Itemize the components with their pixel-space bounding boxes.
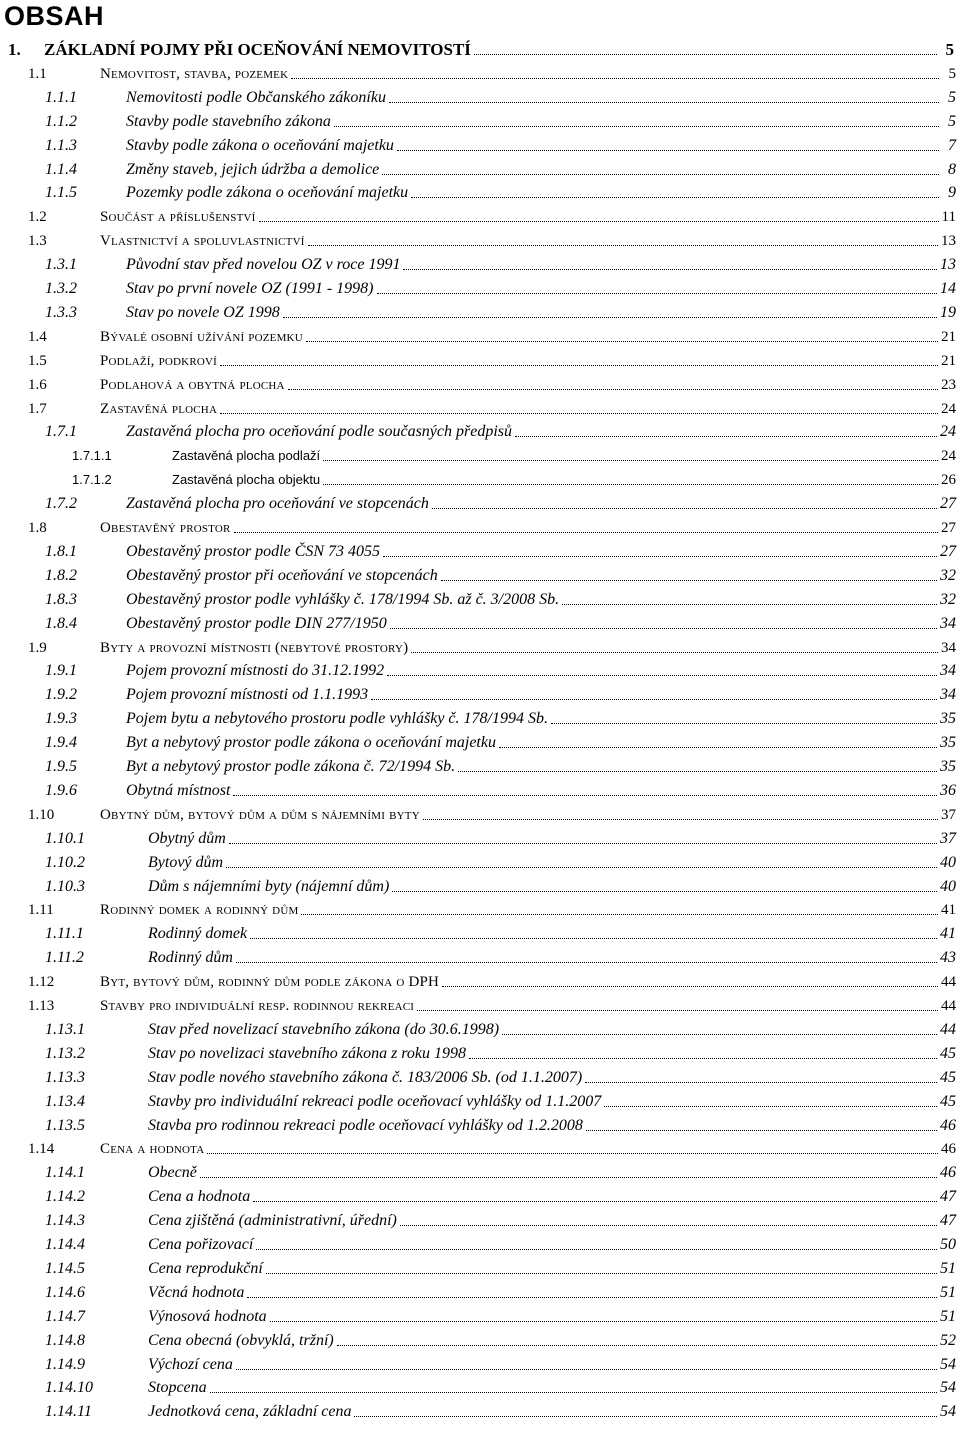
toc-entry[interactable] (0, 562, 960, 586)
toc-entry-page: 40 (940, 877, 956, 895)
toc-entry-page: 5 (945, 40, 954, 59)
toc-entry-title: Cena zjištěná (administrativní, úřední) (148, 1212, 397, 1230)
dot-leader (400, 1225, 937, 1226)
toc-entry[interactable] (0, 179, 960, 203)
toc-entry-number: 1.13.4 (45, 1092, 85, 1110)
dot-leader (469, 1058, 937, 1059)
toc-entry[interactable] (0, 60, 960, 84)
toc-entry-number: 1.3.1 (45, 256, 77, 274)
dot-leader (411, 197, 939, 198)
toc-entry[interactable] (0, 203, 960, 227)
toc-entry-number: 1.10.2 (45, 853, 85, 871)
toc-entry-page: 45 (940, 1092, 956, 1110)
toc-entry[interactable] (0, 1327, 960, 1351)
dot-leader (253, 1201, 937, 1202)
toc-entry-title: Zastavěná plocha (100, 400, 218, 417)
toc-entry-title: Cena reprodukční (148, 1259, 263, 1277)
toc-entry[interactable] (0, 681, 960, 705)
dot-leader (442, 986, 938, 987)
toc-entry-title: Pojem provozní místnosti od 1.1.1993 (126, 686, 369, 704)
toc-entry[interactable] (0, 251, 960, 275)
toc-entry[interactable] (0, 418, 960, 442)
dot-leader (226, 867, 937, 868)
toc-entry-page: 45 (940, 1044, 956, 1062)
toc-entry-page: 54 (940, 1355, 956, 1373)
toc-entry-title: Pojem provozní místnosti do 31.12.1992 (126, 662, 385, 680)
toc-entry-title: Bytový dům (148, 853, 224, 871)
toc-entry-title: Stavby pro individuální resp. rodinnou rekreaci (100, 998, 415, 1014)
toc-entry-title: Pojem bytu a nebytového prostoru podle vyhlášky č. 178/1994 Sb. (126, 710, 548, 728)
toc-entry-number: 1.14.3 (45, 1212, 85, 1230)
toc-entry-title: Obytný dům (148, 829, 226, 847)
toc-entry-page: 23 (941, 376, 956, 393)
toc-entry-title: Stav po novele OZ 1998 (126, 303, 280, 321)
toc-entry-title: Věcná hodnota (148, 1283, 245, 1301)
toc-entry-number: 1.1.1 (45, 88, 77, 106)
toc-entry-number: 1.14.6 (45, 1283, 85, 1301)
toc-entry-number: 1.3.3 (45, 303, 77, 321)
dot-leader (220, 413, 938, 414)
toc-entry-page: 19 (940, 303, 956, 321)
dot-leader (354, 1416, 937, 1417)
toc-entry-page: 47 (940, 1212, 956, 1230)
dot-leader (371, 699, 937, 700)
toc-entry-page: 47 (940, 1188, 956, 1206)
toc-entry-title: Zastavěná plocha podlaží (172, 448, 321, 464)
toc-entry-page: 54 (940, 1379, 956, 1397)
toc-entry-page: 24 (941, 448, 956, 465)
dot-leader (323, 484, 938, 485)
toc-entry[interactable] (0, 227, 960, 251)
toc-entry[interactable] (0, 1255, 960, 1279)
toc-entry-title: Bývalé osobní užívání pozemku (100, 328, 303, 345)
toc-entry[interactable] (0, 1064, 960, 1088)
dot-leader (502, 1034, 937, 1035)
toc-entry-title: Cena a hodnota (100, 1141, 205, 1158)
toc-entry-title: Byt, bytový dům, rodinný dům podle zákona o DPH (100, 974, 440, 991)
toc-entry-page: 24 (941, 400, 956, 417)
toc-entry[interactable] (0, 108, 960, 132)
toc-entry-number: 1.14.2 (45, 1188, 85, 1206)
toc-entry-page: 9 (948, 184, 956, 202)
toc-entry-title: Stopcena (148, 1379, 207, 1397)
toc-entry[interactable] (0, 1183, 960, 1207)
toc-entry-title: Cena a hodnota (148, 1188, 251, 1206)
toc-entry[interactable] (0, 1040, 960, 1064)
toc-entry[interactable] (0, 873, 960, 897)
toc-entry[interactable] (0, 442, 960, 466)
toc-entry-title: Obytný dům, bytový dům a dům s nájemními byty (100, 806, 420, 823)
toc-entry-page: 27 (941, 520, 956, 536)
toc-entry[interactable] (0, 657, 960, 681)
toc-entry-page: 32 (940, 566, 956, 584)
toc-entry-page: 44 (940, 1020, 956, 1038)
toc-entry-page: 46 (941, 1141, 956, 1158)
toc-entry-page: 34 (941, 639, 956, 656)
toc-entry-title: Stav po novelizaci stavebního zákona z roku 1998 (148, 1044, 467, 1062)
toc-entry-number: 1.14.5 (45, 1259, 85, 1277)
dot-leader (210, 1392, 937, 1393)
toc-entry[interactable] (0, 777, 960, 801)
toc-entry-page: 27 (940, 495, 956, 513)
toc-entry-title: Rodinný dům (148, 949, 233, 967)
toc-entry-number: 1.3.2 (45, 280, 77, 297)
toc-entry-page: 27 (940, 542, 956, 560)
toc-entry[interactable] (0, 347, 960, 371)
toc-entry-number: 1.14.1 (45, 1164, 85, 1182)
toc-entry-title: Stav před novelizací stavebního zákona (do 30.6.1998) (148, 1020, 500, 1038)
toc-entry-number: 1.9.6 (45, 781, 77, 799)
toc-entry-title: Podlaží, podkroví (100, 352, 218, 369)
toc-entry-number: 1.9.5 (45, 758, 77, 775)
toc-entry-page: 5 (948, 112, 956, 130)
toc-entry[interactable] (0, 920, 960, 944)
toc-entry-page: 5 (948, 65, 956, 82)
dot-leader (229, 843, 937, 844)
toc-entry-number: 1.12 (28, 974, 55, 991)
toc-entry-page: 21 (941, 352, 956, 369)
toc-entry-number: 1.13.5 (45, 1116, 85, 1134)
toc-entry-page: 44 (941, 974, 956, 991)
toc-entry-page: 7 (948, 136, 956, 154)
toc-entry-title: Vlastnictví a spoluvlastnictví (100, 233, 305, 250)
dot-leader (411, 652, 938, 653)
toc-entry-page: 37 (941, 806, 956, 823)
toc-entry-page: 35 (940, 758, 956, 775)
dot-leader (236, 1369, 937, 1370)
toc-entry-number: 1.10.1 (45, 829, 85, 847)
toc-entry-title: Stavby podle zákona o oceňování majetku (126, 136, 394, 154)
toc-entry-number: 1.11 (28, 902, 54, 919)
toc-entry-number: 1.13.1 (45, 1020, 85, 1038)
dot-leader (441, 580, 937, 581)
dot-leader (266, 1273, 937, 1274)
toc-entry[interactable] (0, 801, 960, 825)
toc-entry-page: 5 (948, 88, 956, 106)
toc-entry-number: 1.1.5 (45, 184, 77, 202)
toc-entry[interactable] (0, 705, 960, 729)
dot-leader (301, 914, 938, 915)
toc-entry-page: 32 (940, 590, 956, 608)
toc-entry[interactable] (0, 36, 960, 60)
toc-entry-title: Obestavěný prostor podle vyhlášky č. 178/1994 Sb. až č. 3/2008 Sb. (126, 590, 560, 608)
toc-entry[interactable] (0, 849, 960, 873)
toc-entry-title: Byt a nebytový prostor podle zákona o oceňování majetku (126, 734, 496, 752)
toc-entry-number: 1.10 (28, 806, 55, 823)
toc-entry-number: 1.1 (28, 65, 47, 82)
toc-entry-title: Jednotková cena, základní cena (148, 1403, 352, 1421)
toc-entry-number: 1.13.3 (45, 1068, 85, 1086)
dot-leader (256, 1249, 937, 1250)
toc-entry-number: 1.4 (28, 328, 47, 345)
toc-entry-page: 8 (948, 160, 956, 178)
toc-entry[interactable] (0, 825, 960, 849)
toc-entry[interactable] (0, 1207, 960, 1231)
toc-entry-title: Součást a příslušenství (100, 209, 256, 226)
toc-entry-number: 1.11.2 (45, 949, 84, 967)
toc-entry-number: 1. (8, 40, 21, 59)
dot-leader (233, 795, 937, 796)
toc-entry-title: ZÁKLADNÍ POJMY PŘI OCEŇOVÁNÍ NEMOVITOSTÍ (44, 40, 471, 59)
dot-leader (403, 269, 937, 270)
toc-entry-title: Stavby pro individuální rekreaci podle oceňovací vyhlášky od 1.1.2007 (148, 1092, 602, 1110)
toc-entry-title: Dům s nájemními byty (nájemní dům) (148, 877, 390, 895)
toc-entry[interactable] (0, 1374, 960, 1398)
toc-entry[interactable] (0, 896, 960, 920)
dot-leader (390, 628, 937, 629)
dot-leader (474, 54, 937, 55)
toc-entry-page: 11 (941, 209, 956, 226)
toc-entry[interactable] (0, 395, 960, 419)
toc-entry-number: 1.5 (28, 352, 47, 369)
dot-leader (334, 126, 939, 127)
toc-entry-page: 24 (940, 423, 956, 441)
toc-entry[interactable] (0, 586, 960, 610)
toc-entry-number: 1.9.2 (45, 686, 77, 704)
toc-entry-number: 1.14.9 (45, 1355, 85, 1373)
toc-entry-title: Obestavěný prostor při oceňování ve stopcenách (126, 566, 438, 584)
toc-entry-title: Obecně (148, 1164, 197, 1182)
toc-entry-title: Byty a provozní místnosti (nebytové prostory) (100, 639, 409, 656)
toc-entry-number: 1.3 (28, 233, 47, 250)
dot-leader (499, 747, 937, 748)
dot-leader (234, 532, 938, 533)
dot-leader (562, 604, 937, 605)
toc-entry[interactable] (0, 1398, 960, 1422)
toc-entry-title: Obytná místnost (126, 781, 231, 799)
toc-entry-page: 52 (940, 1331, 956, 1349)
dot-leader (308, 245, 938, 246)
toc-entry-page: 37 (940, 829, 956, 847)
dot-leader (387, 675, 937, 676)
dot-leader (377, 293, 937, 294)
dot-leader (200, 1177, 937, 1178)
toc-entry-number: 1.14 (28, 1141, 55, 1158)
toc-entry-page: 35 (940, 710, 956, 728)
toc-entry-page: 45 (940, 1068, 956, 1086)
toc-entry[interactable] (0, 1351, 960, 1375)
dot-leader (389, 102, 939, 103)
dot-leader (397, 150, 939, 151)
toc-entry-title: Stav podle nového stavebního zákona č. 183/2006 Sb. (od 1.1.2007) (148, 1068, 583, 1086)
dot-leader (337, 1345, 937, 1346)
toc-entry[interactable] (0, 968, 960, 992)
toc-entry-number: 1.14.10 (45, 1379, 93, 1397)
toc-entry-page: 34 (940, 686, 956, 704)
toc-entry-title: Podlahová a obytná plocha (100, 376, 285, 393)
dot-leader (207, 1153, 938, 1154)
toc-entry-title: Nemovitost, stavba, pozemek (100, 65, 289, 82)
toc-entry-number: 1.11.1 (45, 925, 84, 943)
toc-entry-page: 50 (940, 1236, 956, 1253)
dot-leader (432, 508, 937, 509)
toc-entry-title: Zastavěná plocha pro oceňování ve stopcenách (126, 495, 429, 513)
toc-entry-page: 44 (941, 998, 956, 1014)
toc-entry-title: Nemovitosti podle Občanského zákoníku (126, 88, 386, 106)
toc-entry-number: 1.9 (28, 639, 47, 656)
toc-entry-page: 46 (940, 1164, 956, 1182)
toc-entry-page: 41 (941, 902, 956, 919)
dot-leader (515, 436, 937, 437)
toc-entry-number: 1.9.3 (45, 710, 77, 728)
dot-leader (585, 1082, 937, 1083)
toc-entry[interactable] (0, 275, 960, 299)
dot-leader (382, 174, 939, 175)
toc-entry[interactable] (0, 1135, 960, 1159)
dot-leader (306, 341, 938, 342)
toc-entry-page: 51 (940, 1283, 956, 1301)
toc-entry-title: Stav po první novele OZ (1991 - 1998) (126, 280, 374, 297)
toc-entry[interactable] (0, 1088, 960, 1112)
toc-entry-number: 1.13 (28, 998, 55, 1014)
toc-entry[interactable] (0, 1016, 960, 1040)
dot-leader (323, 460, 938, 461)
toc-entry-page: 26 (941, 472, 956, 489)
toc-entry[interactable] (0, 490, 960, 514)
toc-entry-number: 1.6 (28, 376, 47, 393)
toc-entry[interactable] (0, 992, 960, 1016)
toc-entry-page: 51 (940, 1307, 956, 1325)
dot-leader (586, 1130, 937, 1131)
toc-entry-number: 1.1.3 (45, 136, 77, 154)
dot-leader (392, 891, 937, 892)
toc-entry-title: Výnosová hodnota (148, 1307, 267, 1325)
dot-leader (247, 1297, 937, 1298)
toc-entry-page: 41 (940, 925, 956, 943)
toc-entry-page: 34 (940, 614, 956, 632)
dot-leader (551, 723, 937, 724)
toc-entry-number: 1.8.2 (45, 566, 77, 584)
toc-entry[interactable] (0, 610, 960, 634)
toc-entry-number: 1.7 (28, 400, 47, 417)
toc-entry-page: 54 (940, 1403, 956, 1421)
toc-entry-number: 1.9.1 (45, 662, 77, 680)
toc-entry-page: 14 (940, 280, 956, 297)
toc-entry-number: 1.14.11 (45, 1403, 92, 1421)
dot-leader (423, 819, 938, 820)
toc-entry[interactable] (0, 1279, 960, 1303)
toc-entry-page: 35 (940, 734, 956, 752)
toc-entry-title: Rodinný domek (148, 925, 248, 943)
toc-entry-number: 1.8 (28, 520, 47, 536)
toc-entry-number: 1.8.4 (45, 614, 77, 632)
toc-entry-number: 1.8.3 (45, 590, 77, 608)
toc-entry[interactable] (0, 1159, 960, 1183)
toc-entry-page: 36 (940, 781, 956, 799)
toc-entry-page: 46 (940, 1116, 956, 1134)
toc-entry[interactable] (0, 132, 960, 156)
dot-leader (604, 1106, 937, 1107)
toc-entry[interactable] (0, 156, 960, 180)
toc-entry-number: 1.14.7 (45, 1307, 85, 1325)
toc-entry-number: 1.1.2 (45, 112, 77, 130)
toc-entry-title: Stavby podle stavebního zákona (126, 112, 331, 130)
dot-leader (250, 938, 937, 939)
toc-entry-number: 1.1.4 (45, 160, 77, 178)
toc-entry[interactable] (0, 1231, 960, 1255)
toc-entry-title: Rodinný domek a rodinný dům (100, 902, 299, 919)
toc-entry-number: 1.7.2 (45, 495, 77, 513)
dot-leader (291, 78, 939, 79)
dot-leader (383, 556, 937, 557)
toc-entry-number: 1.7.1 (45, 423, 77, 441)
toc-entry[interactable] (0, 634, 960, 658)
toc-entry[interactable] (0, 514, 960, 538)
toc-entry-page: 51 (940, 1259, 956, 1277)
toc-entry-title: Stavba pro rodinnou rekreaci podle oceňovací vyhlášky od 1.2.2008 (148, 1116, 583, 1134)
toc-entry[interactable] (0, 944, 960, 968)
page-title: OBSAH (4, 1, 105, 31)
toc-entry-number: 1.7.1.1 (72, 448, 112, 464)
toc-entry[interactable] (0, 371, 960, 395)
toc-entry-title: Zastavěná plocha pro oceňování podle současných předpisů (126, 423, 513, 441)
dot-leader (288, 389, 938, 390)
toc-entry-page: 34 (940, 662, 956, 680)
toc-entry[interactable] (0, 1303, 960, 1327)
toc-entry-title: Byt a nebytový prostor podle zákona č. 72/1994 Sb. (126, 758, 456, 775)
dot-leader (220, 365, 938, 366)
dot-leader (236, 962, 937, 963)
toc-entry-number: 1.7.1.2 (72, 472, 112, 488)
toc-entry-number: 1.10.3 (45, 877, 85, 895)
dot-leader (259, 221, 939, 222)
dot-leader (417, 1010, 938, 1011)
dot-leader (283, 317, 937, 318)
toc-entry[interactable] (0, 538, 960, 562)
toc-entry-title: Obestavěný prostor podle DIN 277/1950 (126, 614, 387, 632)
toc-entry-number: 1.9.4 (45, 734, 77, 752)
toc-entry-page: 43 (940, 949, 956, 967)
toc-entry[interactable] (0, 1112, 960, 1136)
toc-entry-number: 1.14.4 (45, 1236, 85, 1253)
toc-entry-page: 13 (941, 233, 956, 250)
toc-entry-number: 1.2 (28, 209, 47, 226)
toc-entry-title: Zastavěná plocha objektu (172, 472, 321, 488)
toc-entry[interactable] (0, 729, 960, 753)
toc-entry[interactable] (0, 299, 960, 323)
toc-entry[interactable] (0, 323, 960, 347)
toc-entry-title: Cena obecná (obvyklá, tržní) (148, 1331, 334, 1349)
toc-entry-number: 1.8.1 (45, 542, 77, 560)
toc-entry[interactable] (0, 84, 960, 108)
dot-leader (458, 771, 937, 772)
toc-entry-title: Původní stav před novelou OZ v roce 1991 (126, 256, 401, 274)
toc-entry[interactable] (0, 753, 960, 777)
toc-entry-title: Obestavěný prostor (100, 520, 231, 536)
toc-entry-title: Pozemky podle zákona o oceňování majetku (126, 184, 409, 202)
toc-entry-title: Obestavěný prostor podle ČSN 73 4055 (126, 542, 381, 560)
toc-entry-page: 21 (941, 328, 956, 345)
toc-entry-page: 13 (940, 256, 956, 274)
toc-entry-page: 40 (940, 853, 956, 871)
toc-entry[interactable] (0, 466, 960, 490)
toc-entry-title: Výchozí cena (148, 1355, 233, 1373)
toc-entry-number: 1.14.8 (45, 1331, 85, 1349)
toc-entry-number: 1.13.2 (45, 1044, 85, 1062)
dot-leader (270, 1321, 937, 1322)
toc-entry-title: Cena pořizovací (148, 1236, 254, 1253)
toc-entry-title: Změny staveb, jejich údržba a demolice (126, 160, 380, 178)
